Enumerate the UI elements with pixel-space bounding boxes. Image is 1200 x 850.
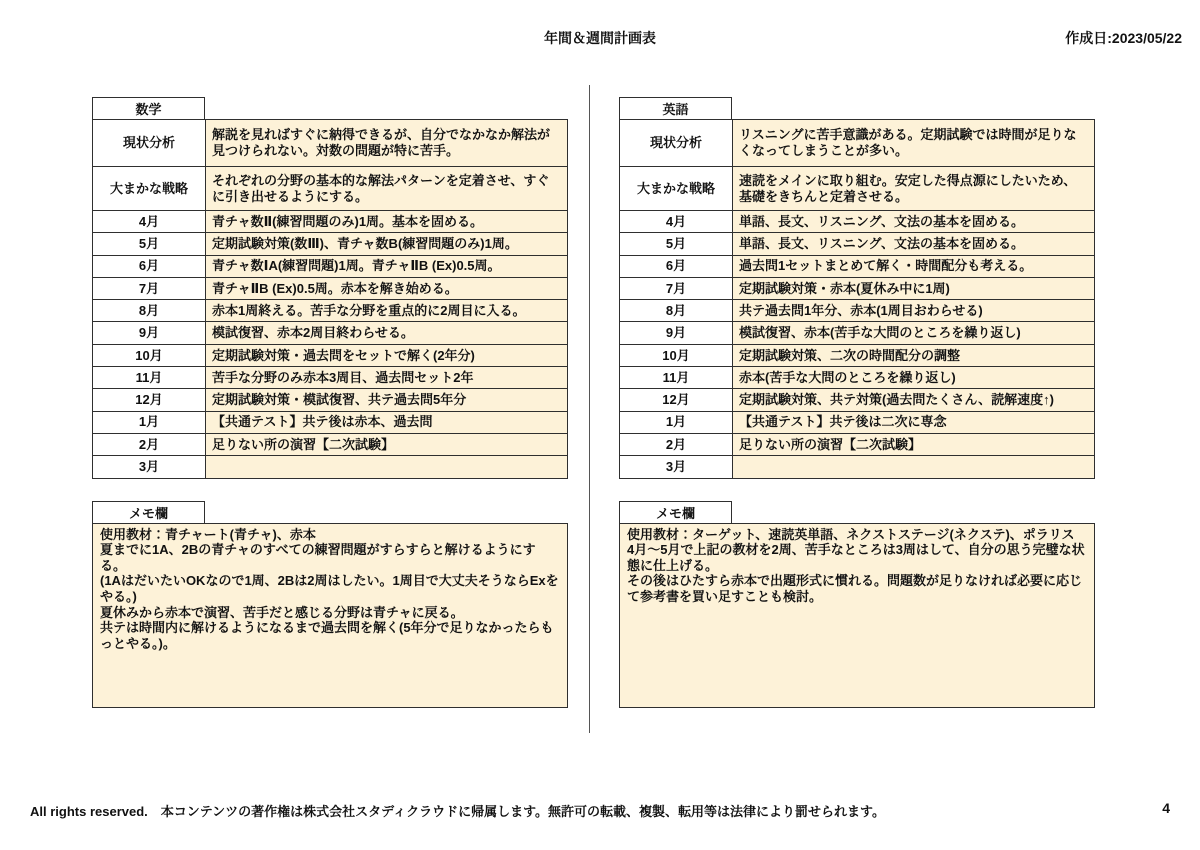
table-row xyxy=(93,233,568,255)
month-plan: 単語、長文、リスニング、文法の基本を固める。 xyxy=(733,211,1095,233)
memo-line: 4月～5月で上記の教材を2周、苦手なところは3周はして、自分の思う完璧な状態に仕上げる。 xyxy=(627,542,1085,573)
table-row xyxy=(620,367,1095,389)
table-row xyxy=(93,411,568,433)
page-title: 年間＆週間計画表 xyxy=(544,30,656,46)
month-label: 10月 xyxy=(620,344,733,366)
month-plan: 共テ過去問1年分、赤本(1周目おわらせる) xyxy=(733,300,1095,322)
month-label: 9月 xyxy=(93,322,206,344)
month-label: 9月 xyxy=(620,322,733,344)
month-label: 1月 xyxy=(620,411,733,433)
math-panel xyxy=(92,97,568,708)
memo-line: 使用教材：ターゲット、速読英単語、ネクストステージ(ネクステ)、ポラリス xyxy=(627,526,1075,542)
month-plan: 足りない所の演習【二次試験】 xyxy=(206,433,568,455)
month-plan: 【共通テスト】共テ後は二次に専念 xyxy=(733,411,1095,433)
table-row xyxy=(93,120,568,167)
analysis-text: 解説を見ればすぐに納得できるが、自分でなかなか解法が見つけられない。対数の問題が特に苦手。 xyxy=(206,120,568,167)
memo-line: (1AはだいたいOKなので1周、2Bは2周はしたい。1周目で大丈夫そうならExをやる。) xyxy=(100,573,559,604)
column-divider xyxy=(589,85,590,733)
table-row xyxy=(620,300,1095,322)
english-plan-table xyxy=(619,119,1095,479)
table-row xyxy=(620,277,1095,299)
table-row xyxy=(93,344,568,366)
month-label: 8月 xyxy=(620,300,733,322)
memo-line: その後はひたすら赤本で出題形式に慣れる。問題数が足りなければ必要に応じて参考書を買い足すことも検討。 xyxy=(627,573,1083,604)
analysis-text: リスニングに苦手意識がある。定期試験では時間が足りなくなってしまうことが多い。 xyxy=(733,120,1095,167)
memo-line: 夏休みから赤本で演習、苦手だと感じる分野は青チャに戻る。 xyxy=(100,604,464,620)
table-row xyxy=(620,322,1095,344)
memo-line: 共テは時間内に解けるようになるまで過去問を解く(5年分で足りなかったらもっとやる。)。 xyxy=(100,620,554,651)
month-label: 2月 xyxy=(93,433,206,455)
month-plan: 模試復習、赤本(苦手な大問のところを繰り返し) xyxy=(733,322,1095,344)
month-plan xyxy=(206,456,568,478)
month-plan: 単語、長文、リスニング、文法の基本を固める。 xyxy=(733,233,1095,255)
month-label: 8月 xyxy=(93,300,206,322)
table-row xyxy=(620,120,1095,167)
month-label: 5月 xyxy=(620,233,733,255)
strategy-label: 大まかな戦略 xyxy=(620,167,733,211)
memo-tab-math: メモ欄 xyxy=(92,501,205,523)
month-plan: 【共通テスト】共テ後は赤本、過去問 xyxy=(206,411,568,433)
table-row xyxy=(620,456,1095,478)
month-plan: 定期試験対策・赤本(夏休み中に1周) xyxy=(733,277,1095,299)
table-row xyxy=(620,255,1095,277)
month-plan: 青チャ数ⅠA(練習問題)1周。青チャⅡB (Ex)0.5周。 xyxy=(206,255,568,277)
table-row xyxy=(620,344,1095,366)
month-label: 7月 xyxy=(93,277,206,299)
month-plan: 赤本1周終える。苦手な分野を重点的に2周目に入る。 xyxy=(206,300,568,322)
month-label: 3月 xyxy=(620,456,733,478)
memo-box-math xyxy=(92,523,568,708)
month-label: 12月 xyxy=(620,389,733,411)
strategy-label: 大まかな戦略 xyxy=(93,167,206,211)
month-plan: 青チャ数Ⅱ(練習問題のみ)1周。基本を固める。 xyxy=(206,211,568,233)
month-label: 10月 xyxy=(93,344,206,366)
month-label: 1月 xyxy=(93,411,206,433)
analysis-label: 現状分析 xyxy=(93,120,206,167)
month-label: 5月 xyxy=(93,233,206,255)
month-label: 11月 xyxy=(93,367,206,389)
month-label: 4月 xyxy=(93,211,206,233)
subject-tab-math: 数学 xyxy=(92,97,205,119)
memo-line: 使用教材：青チャート(青チャ)、赤本 xyxy=(100,526,316,542)
month-label: 4月 xyxy=(620,211,733,233)
copyright-notice: All rights reserved. 本コンテンツの著作権は株式会社スタディクラウドに帰属します。無許可の転載、複製、転用等は法律により罰せられます。 xyxy=(30,804,885,819)
month-label: 3月 xyxy=(93,456,206,478)
table-row xyxy=(620,433,1095,455)
month-label: 11月 xyxy=(620,367,733,389)
month-label: 12月 xyxy=(93,389,206,411)
table-row xyxy=(93,255,568,277)
table-row xyxy=(620,389,1095,411)
table-row xyxy=(93,211,568,233)
subject-tab-english: 英語 xyxy=(619,97,732,119)
month-plan: 定期試験対策、共テ対策(過去問たくさん、読解速度↑) xyxy=(733,389,1095,411)
table-row xyxy=(93,367,568,389)
table-row xyxy=(93,300,568,322)
month-plan: 過去問1セットまとめて解く・時間配分も考える。 xyxy=(733,255,1095,277)
month-label: 6月 xyxy=(93,255,206,277)
table-row xyxy=(620,167,1095,211)
strategy-text: それぞれの分野の基本的な解法パターンを定着させ、すぐに引き出せるようにする。 xyxy=(206,167,568,211)
month-plan: 定期試験対策、二次の時間配分の調整 xyxy=(733,344,1095,366)
analysis-label: 現状分析 xyxy=(620,120,733,167)
math-plan-table xyxy=(92,119,568,479)
month-plan: 定期試験対策・模試復習、共テ過去問5年分 xyxy=(206,389,568,411)
table-row xyxy=(620,211,1095,233)
table-row xyxy=(93,433,568,455)
month-label: 6月 xyxy=(620,255,733,277)
strategy-text: 速読をメインに取り組む。安定した得点源にしたいため、基礎をきちんと定着させる。 xyxy=(733,167,1095,211)
table-row xyxy=(93,389,568,411)
month-label: 7月 xyxy=(620,277,733,299)
month-plan: 定期試験対策・過去問をセットで解く(2年分) xyxy=(206,344,568,366)
month-plan xyxy=(733,456,1095,478)
month-plan: 定期試験対策(数Ⅲ)、青チャ数B(練習問題のみ)1周。 xyxy=(206,233,568,255)
table-row xyxy=(620,233,1095,255)
table-row xyxy=(93,167,568,211)
table-row xyxy=(620,411,1095,433)
month-plan: 足りない所の演習【二次試験】 xyxy=(733,433,1095,455)
page-number: 4 xyxy=(1162,800,1170,816)
table-row xyxy=(93,277,568,299)
memo-tab-english: メモ欄 xyxy=(619,501,732,523)
month-plan: 模試復習、赤本2周目終わらせる。 xyxy=(206,322,568,344)
english-panel xyxy=(619,97,1095,708)
table-row xyxy=(93,456,568,478)
creation-date: 作成日:2023/05/22 xyxy=(1065,30,1182,46)
table-row xyxy=(93,322,568,344)
month-label: 2月 xyxy=(620,433,733,455)
month-plan: 赤本(苦手な大問のところを繰り返し) xyxy=(733,367,1095,389)
memo-line: 夏までに1A、2Bの青チャのすべての練習問題がすらすらと解けるようにする。 xyxy=(100,542,536,573)
memo-box-english xyxy=(619,523,1095,708)
month-plan: 青チャⅡB (Ex)0.5周。赤本を解き始める。 xyxy=(206,277,568,299)
month-plan: 苦手な分野のみ赤本3周目、過去問セット2年 xyxy=(206,367,568,389)
